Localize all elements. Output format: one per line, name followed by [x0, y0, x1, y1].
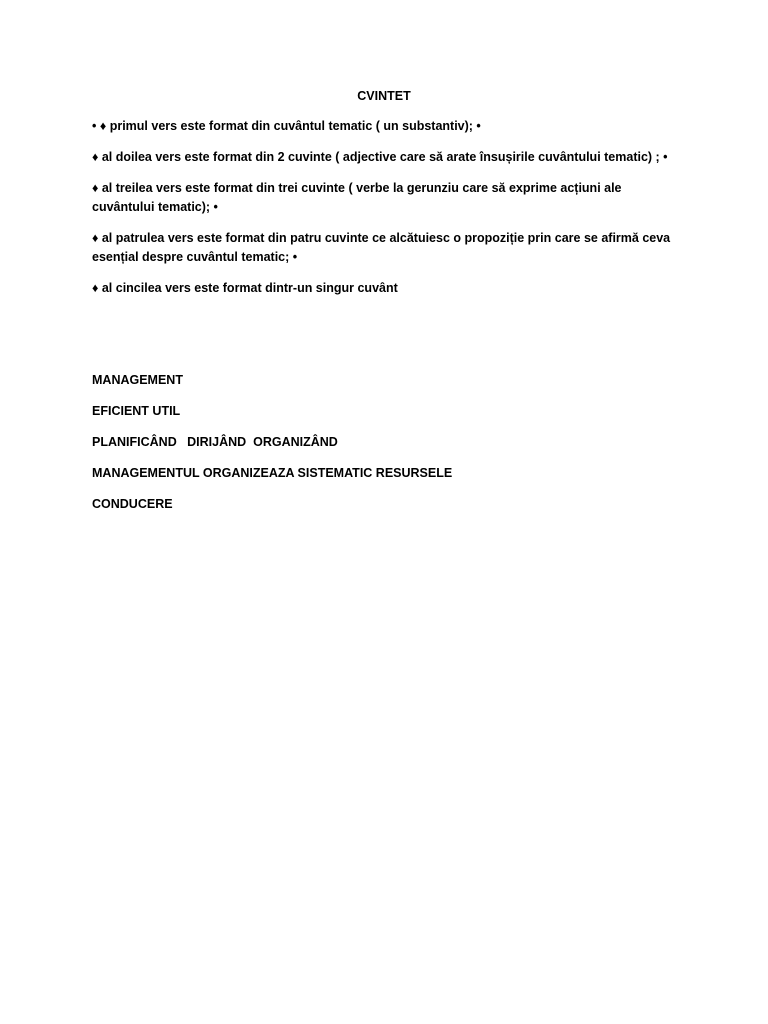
- rule-line-2: ♦ al doilea vers este format din 2 cuvinte ( adjective care să arate însușirile cuvântului tematic) ; •: [92, 150, 668, 164]
- poem-verse-2: EFICIENT UTIL: [92, 404, 181, 418]
- poem-verse-1: MANAGEMENT: [92, 373, 183, 387]
- rule-line-5: ♦ al cincilea vers este format dintr-un singur cuvânt: [92, 281, 398, 295]
- document-title: CVINTET: [357, 89, 411, 103]
- rule-line-1: • ♦ primul vers este format din cuvântul tematic ( un substantiv); •: [92, 119, 481, 133]
- poem-verse-4: MANAGEMENTUL ORGANIZEAZA SISTEMATIC RESURSELE: [92, 466, 453, 480]
- poem-verse-3: PLANIFICÂND DIRIJÂND ORGANIZÂND: [92, 435, 338, 449]
- rule-line-3: ♦ al treilea vers este format din trei cuvinte ( verbe la gerunziu care să exprime acțiuni ale cuvântului tematic); •: [92, 181, 622, 214]
- rule-line-4: ♦ al patrulea vers este format din patru cuvinte ce alcătuiesc o propoziție prin care se afirmă ceva esențial despre cuvântul tematic; •: [92, 231, 671, 264]
- poem-verse-5: CONDUCERE: [92, 497, 173, 511]
